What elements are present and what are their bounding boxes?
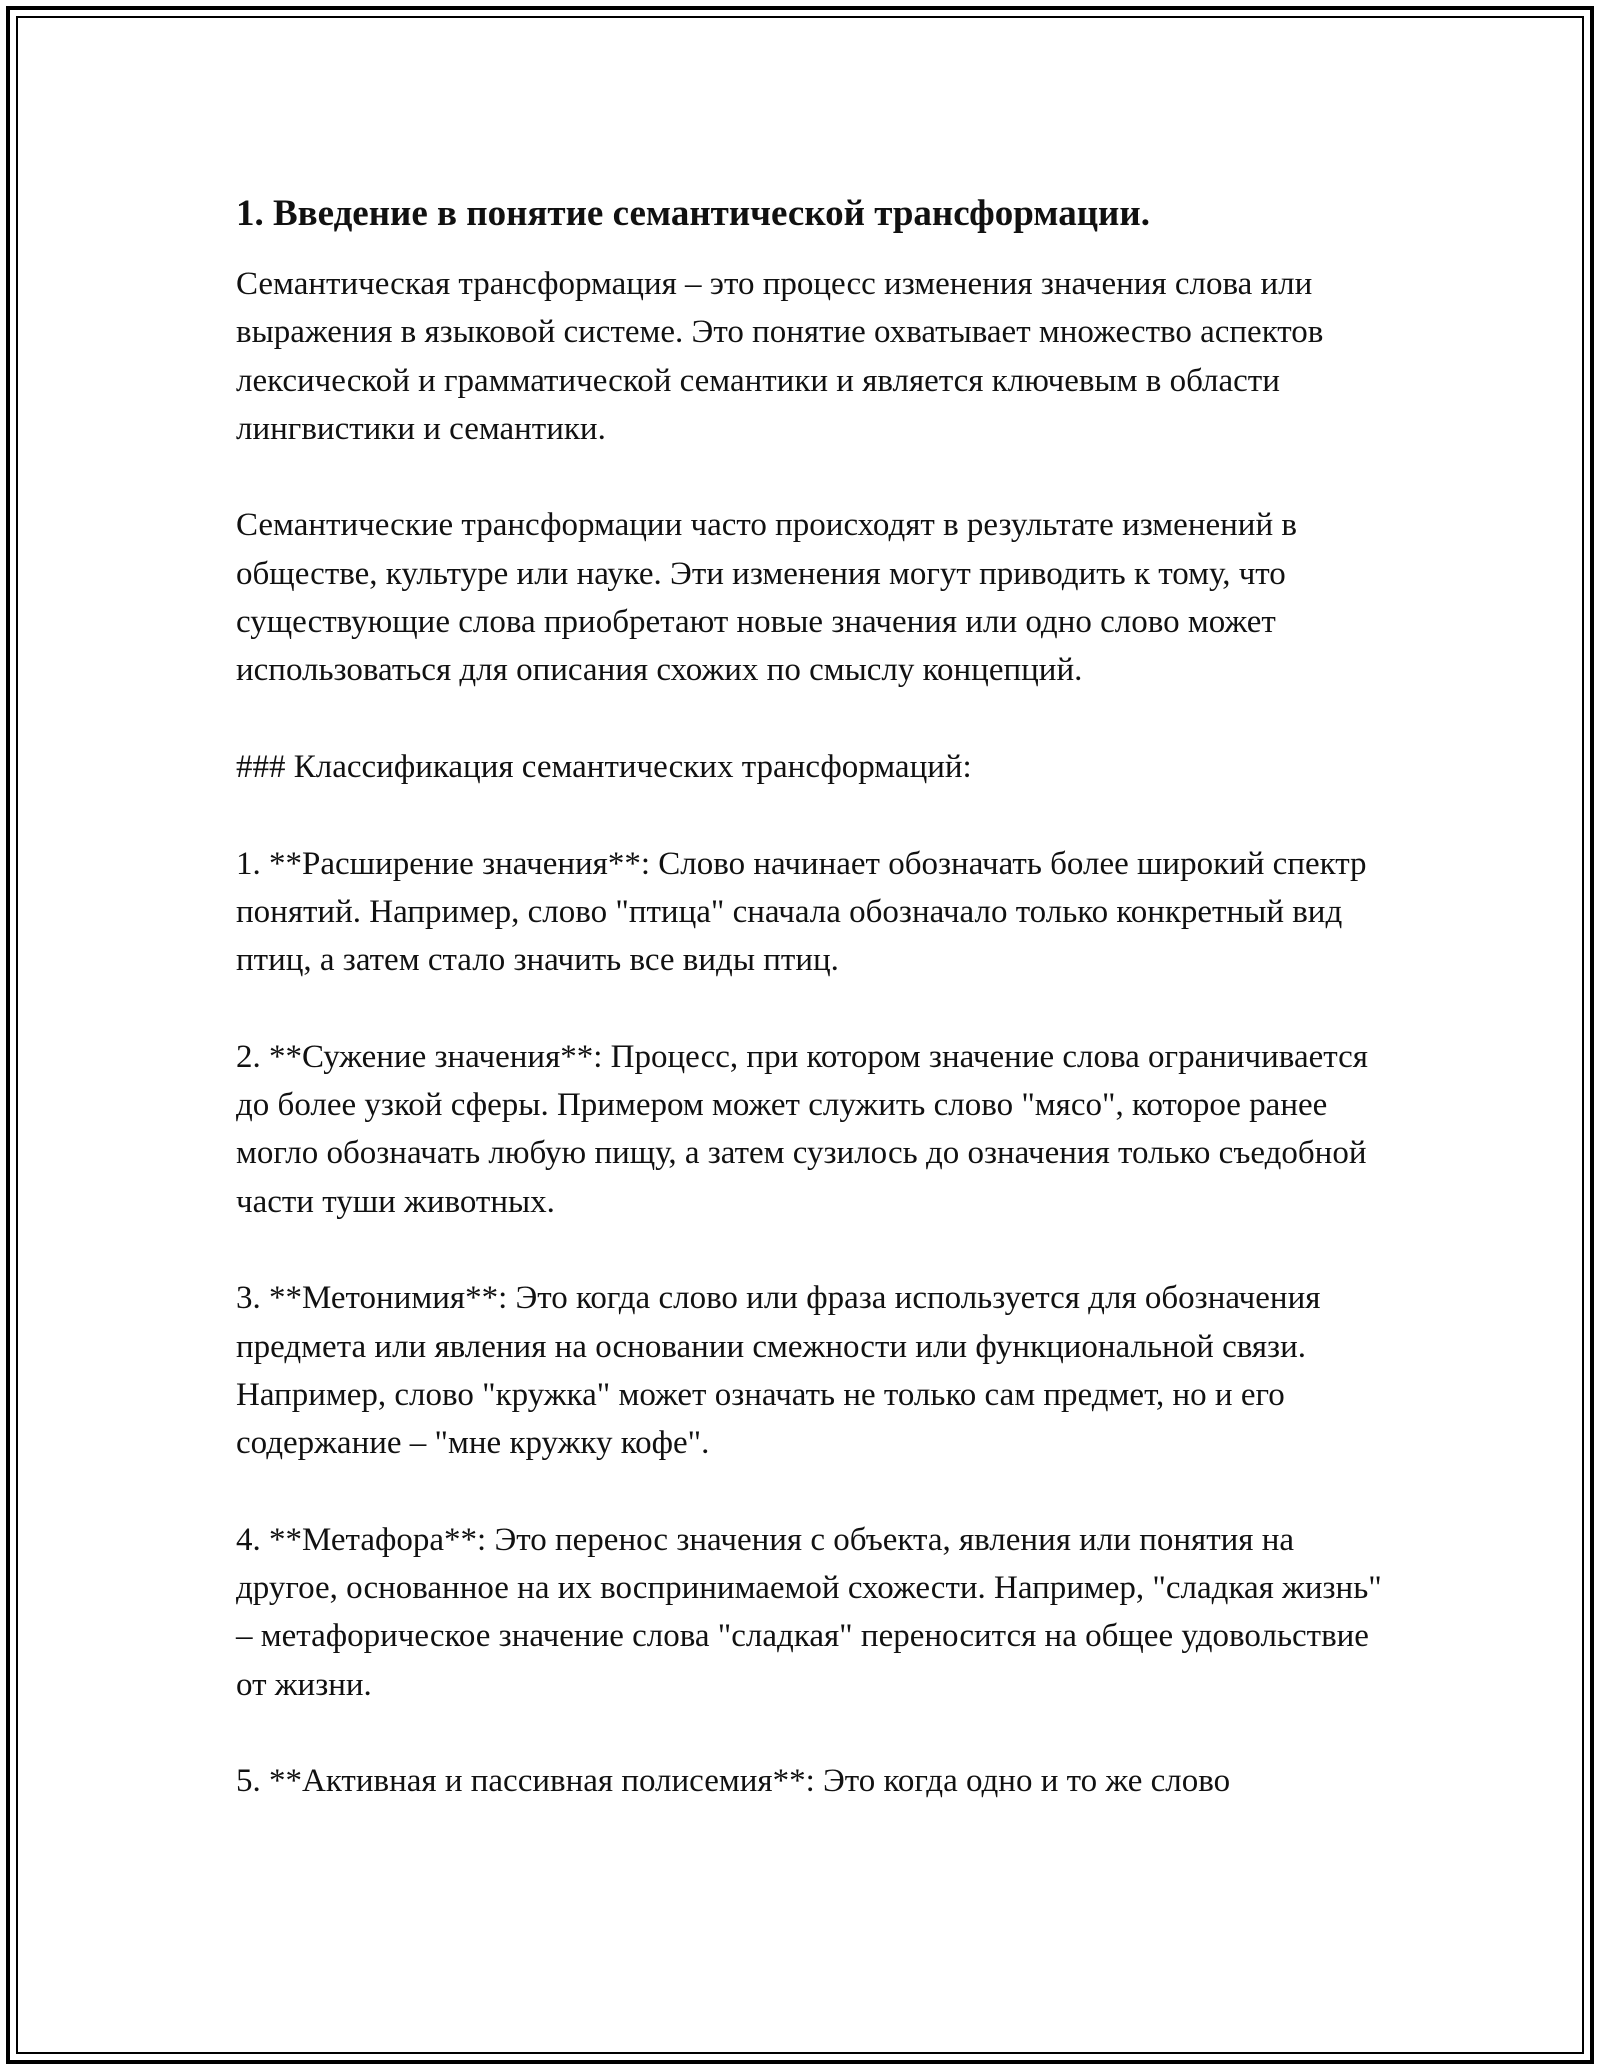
section-heading: 1. Введение в понятие семантической трансформации. [236, 193, 1150, 234]
list-item-metaphor: 4. **Метафора**: Это перенос значения с объекта, явления или понятия на другое, основанное на их воспринимаемой схожести. Например, "сладкая жизнь" – метафорическое значение слова "сладкая" переносится на общее удовольствие от жизни. [236, 1521, 1382, 1703]
list-item-narrowing: 2. **Сужение значения**: Процесс, при котором значение слова ограничивается до более узкой сферы. Примером может служить слово "мясо", которое ранее могло обозначать любую пищу, а затем сузилось до означения только съедобной части туши животных. [236, 1038, 1368, 1220]
list-item-broadening: 1. **Расширение значения**: Слово начинает обозначать более широкий спектр понятий. Например, слово "птица" сначала обозначало только конкретный вид птиц, а затем стало значить все виды птиц. [236, 845, 1367, 979]
document-body [236, 190, 1386, 1806]
paragraph-definition: Семантическая трансформация – это процесс изменения значения слова или выражения в языковой системе. Это понятие охватывает множество аспектов лексической и грамматической семантики и является ключевым в области лингвистики и семантики. [236, 266, 1324, 447]
paragraph-causes: Семантические трансформации часто происходят в результате изменений в обществе, культуре или науке. Эти изменения могут приводить к тому, что существующие слова приобретают новые значения или одно слово может использоваться для описания схожих по смыслу концепций. [236, 507, 1297, 689]
list-item-metonymy: 3. **Метонимия**: Это когда слово или фраза используется для обозначения предмета или явления на основании смежности или функциональной связи. Например, слово "кружка" может означать не только сам предмет, но и его содержание – "мне кружку кофе". [236, 1280, 1321, 1462]
list-item-polysemy: 5. **Активная и пассивная полисемия**: Это когда одно и то же слово [236, 1763, 1231, 1800]
paragraph-classification-title: ### Классификация семантических трансформаций: [236, 748, 972, 785]
